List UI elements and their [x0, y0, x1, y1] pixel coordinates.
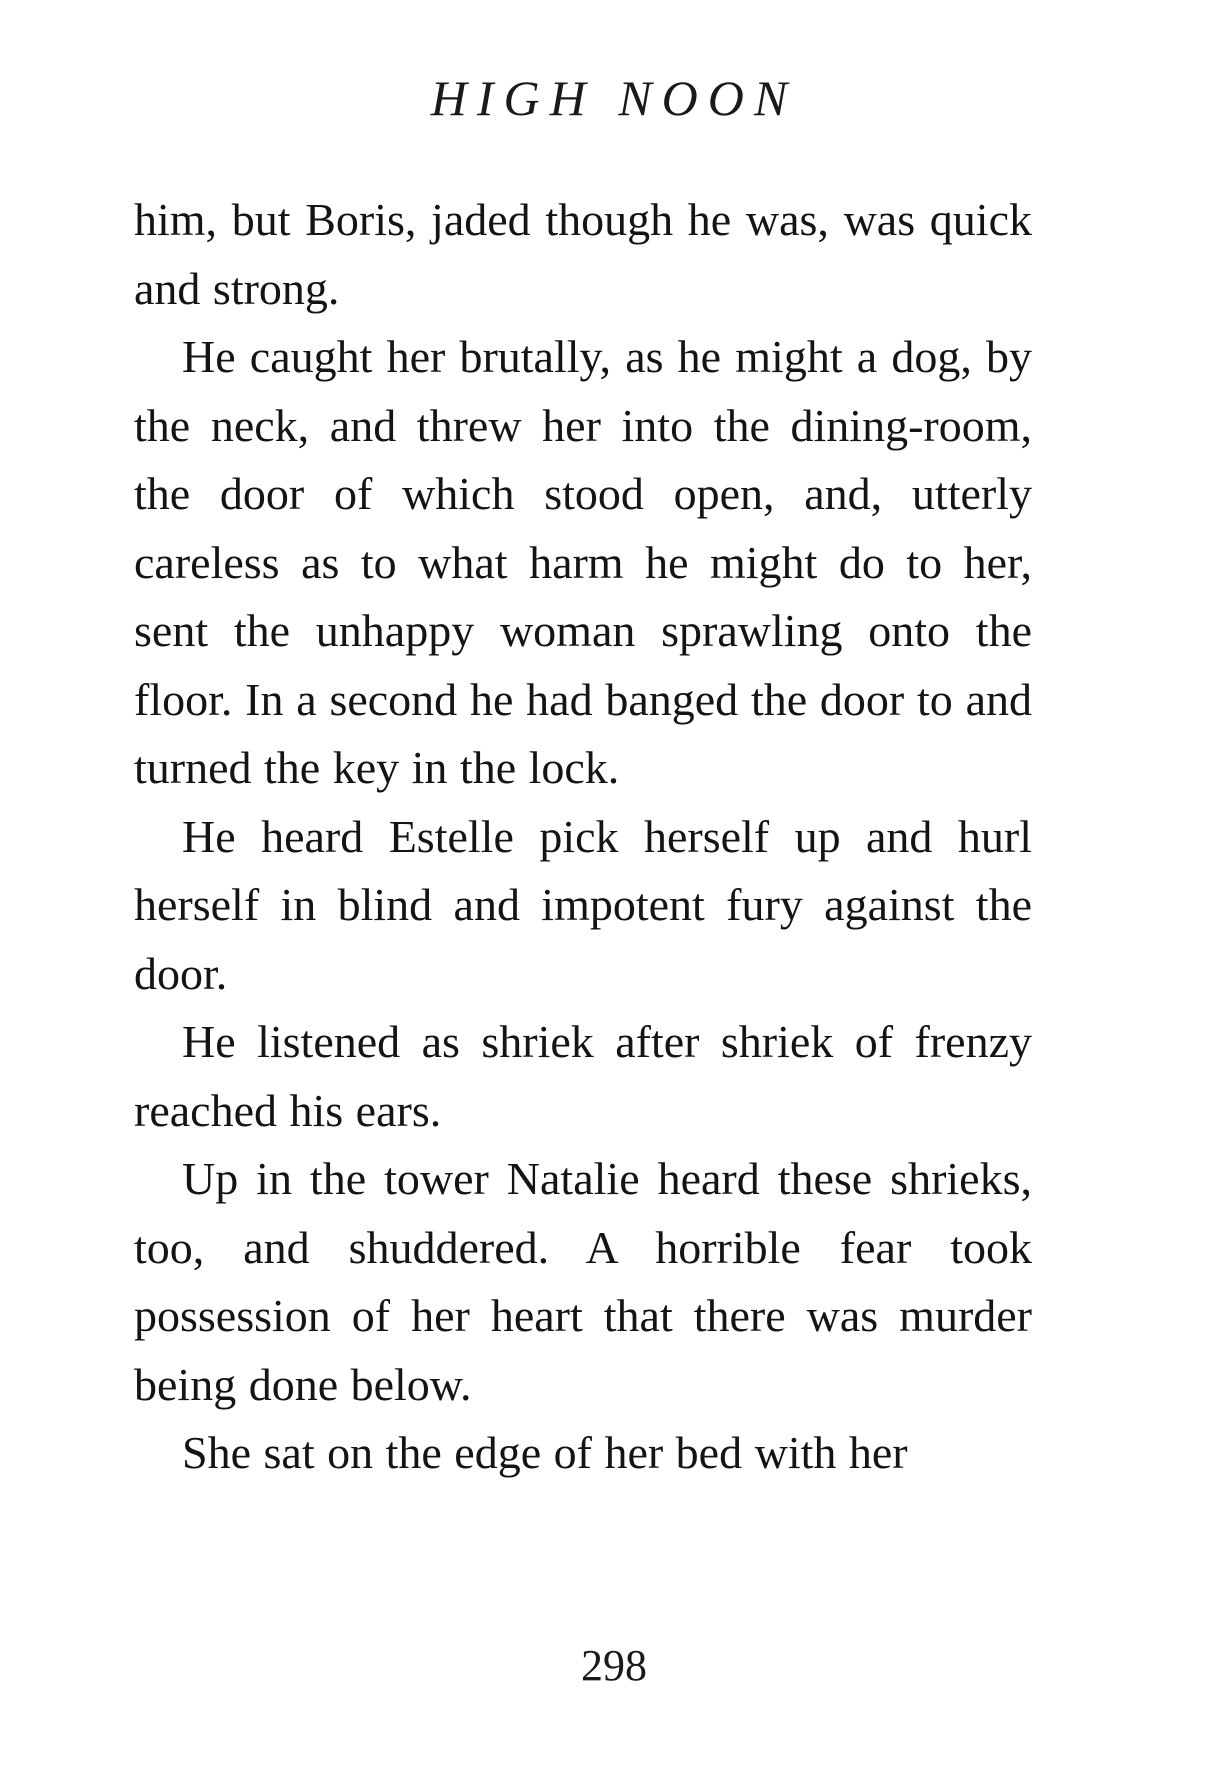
paragraph: Up in the tower Natalie heard these shrieks, too, and shuddered. A horrible fear took possession of her heart that there was murder being done below.: [134, 1153, 1032, 1410]
page-number: 298: [581, 1641, 647, 1690]
body-text: [134, 186, 1032, 1488]
running-head: HIGH NOON: [430, 70, 798, 126]
paragraph: He caught her brutally, as he might a dog, by the neck, and threw her into the dining-room, the door of which stood open, and, utterly careless as to what harm he might do to her, sent the unhappy woman sprawling onto the floor. In a second he had banged the door to and turned the key in the lock.: [134, 331, 1032, 793]
paragraph: He heard Estelle pick herself up and hurl herself in blind and impotent fury against the door.: [134, 810, 1032, 999]
paragraph: He listened as shriek after shriek of frenzy reached his ears.: [134, 1016, 1032, 1136]
paragraph: She sat on the edge of her bed with her: [182, 1427, 908, 1478]
paragraph-continued: him, but Boris, jaded though he was, was quick and strong.: [134, 194, 1032, 314]
